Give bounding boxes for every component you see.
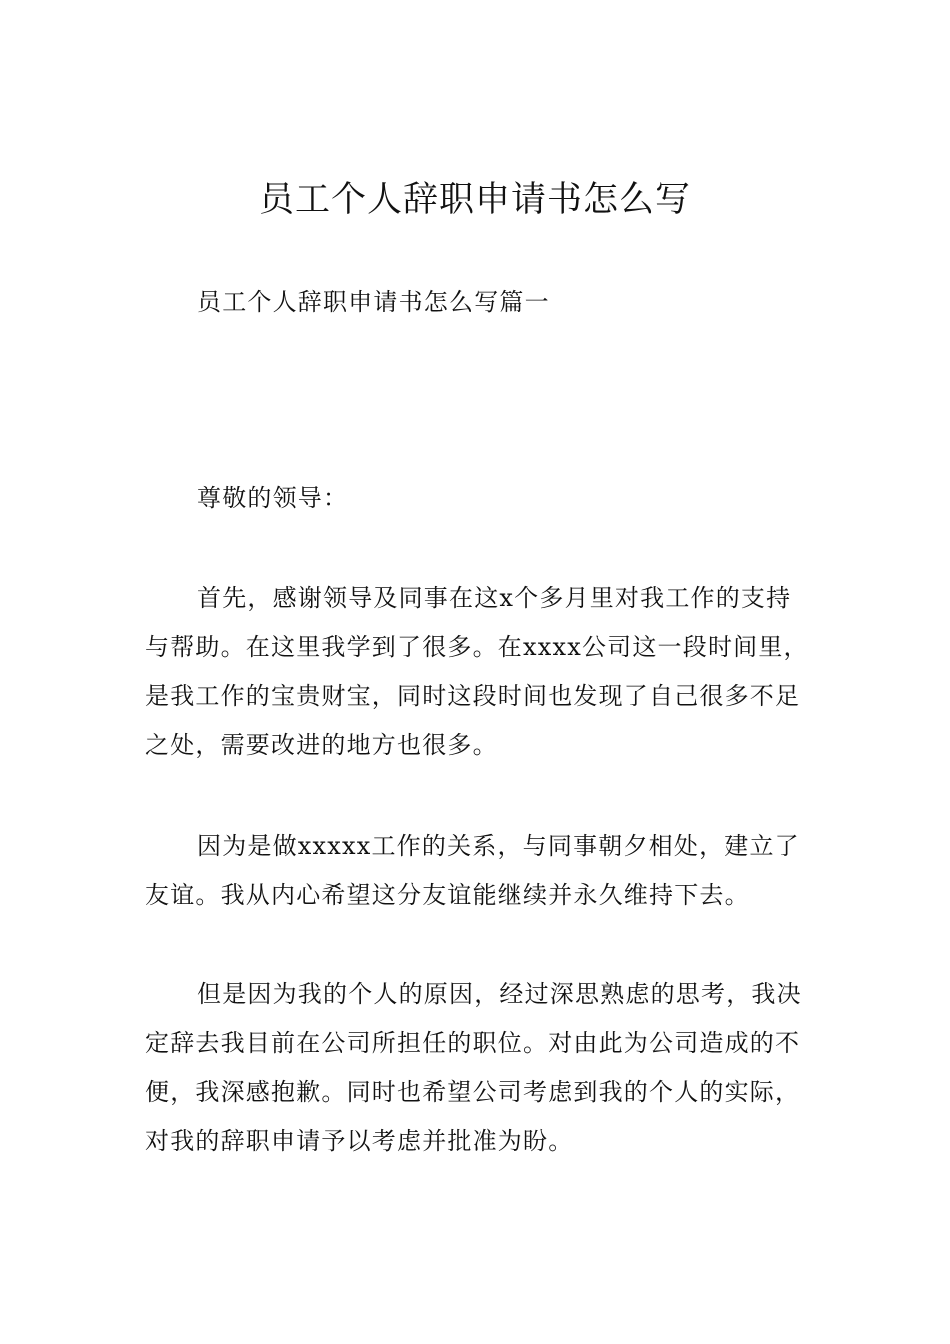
body-paragraph-1: 首先，感谢领导及同事在这x个多月里对我工作的支持与帮助。在这里我学到了很多。在xxxx公司这一段时间里，是我工作的宝贵财宝，同时这段时间也发现了自己很多不足之处，需要改进的地方也很多。 — [145, 584, 809, 759]
salutation: 尊敬的领导： — [197, 484, 349, 512]
section-heading: 员工个人辞职申请书怎么写篇一 — [197, 288, 550, 316]
document-title: 员工个人辞职申请书怎么写 — [258, 180, 691, 220]
body-paragraph-3: 但是因为我的个人的原因，经过深思熟虑的思考，我决定辞去我目前在公司所担任的职位。对由此为公司造成的不便，我深感抱歉。同时也希望公司考虑到我的个人的实际，对我的辞职申请予以考虑并批准为盼。 — [145, 980, 802, 1155]
body-paragraph-2: 因为是做xxxxx工作的关系，与同事朝夕相处，建立了友谊。我从内心希望这分友谊能继续并永久维持下去。 — [145, 832, 800, 909]
